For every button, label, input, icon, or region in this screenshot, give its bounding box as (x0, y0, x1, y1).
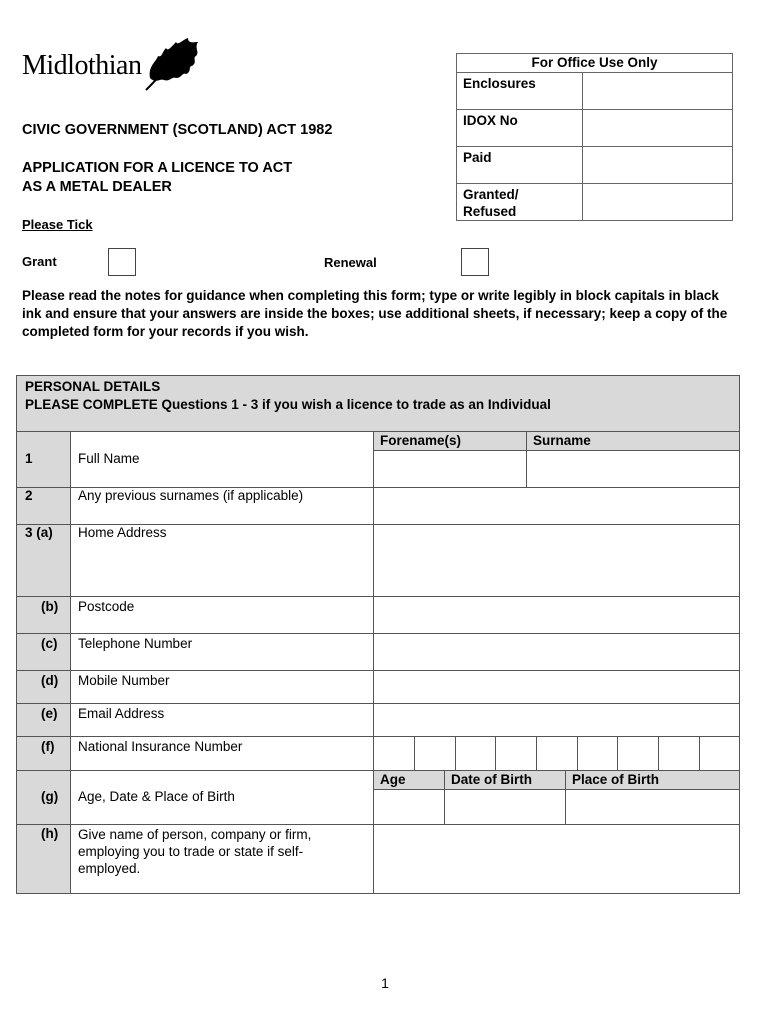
page-number: 1 (381, 975, 389, 991)
surname-field[interactable] (527, 451, 739, 486)
personal-details-section (16, 375, 740, 894)
office-label-paid: Paid (457, 147, 583, 183)
postcode-label: Postcode (78, 599, 135, 614)
national-insurance-label: National Insurance Number (78, 739, 243, 754)
office-use-title: For Office Use Only (457, 54, 732, 73)
office-row-granted (457, 184, 732, 220)
section-title: PERSONAL DETAILS (25, 379, 161, 394)
postcode-field[interactable] (374, 597, 739, 633)
office-label-idox: IDOX No (457, 110, 583, 146)
home-address-label: Home Address (78, 525, 167, 540)
row-number: 3 (a) (25, 525, 53, 540)
row-number: (f) (41, 739, 55, 754)
office-field-idox (583, 110, 732, 146)
office-field-paid (583, 147, 732, 183)
pob-header: Place of Birth (566, 771, 739, 789)
office-row-enclosures (457, 73, 732, 110)
mobile-field[interactable] (374, 671, 739, 703)
age-field[interactable] (374, 790, 444, 824)
previous-surnames-label: Any previous surnames (if applicable) (78, 488, 304, 503)
row-number: (c) (41, 636, 58, 651)
office-label-granted: Granted/ Refused (457, 184, 583, 220)
employer-label: Give name of person, company or firm, employing you to trade or state if self-employed. (78, 827, 312, 876)
office-field-enclosures (583, 73, 732, 109)
oak-leaf-icon (142, 36, 202, 97)
office-row-idox (457, 110, 732, 147)
application-title-line1: APPLICATION FOR A LICENCE TO ACT (22, 160, 293, 176)
forename-field[interactable] (374, 451, 526, 486)
employer-field[interactable] (374, 825, 739, 893)
grant-label: Grant (22, 254, 57, 269)
home-address-field[interactable] (374, 525, 739, 595)
application-title-line2: AS A METAL DEALER (22, 179, 172, 195)
row-number: (b) (41, 599, 59, 614)
surname-header: Surname (527, 432, 739, 450)
dob-field[interactable] (445, 790, 565, 824)
forename-header: Forename(s) (374, 432, 526, 450)
row-number: 2 (25, 488, 33, 503)
row-number: (e) (41, 706, 58, 721)
row-number: 1 (25, 451, 33, 466)
email-field[interactable] (374, 704, 739, 736)
guidance-notes: Please read the notes for guidance when completing this form; type or write legibly in block capitals in black ink and ensure that your answers are inside the boxes; use additional sheets, if necessary; keep a copy of the completed form for your records if you wish. (22, 288, 728, 339)
act-title: CIVIC GOVERNMENT (SCOTLAND) ACT 1982 (22, 122, 333, 138)
national-insurance-field[interactable] (374, 737, 739, 770)
telephone-field[interactable] (374, 634, 739, 669)
please-tick-label: Please Tick (22, 217, 93, 232)
previous-surnames-field[interactable] (374, 488, 739, 523)
renewal-label: Renewal (324, 255, 377, 270)
dob-header: Date of Birth (445, 771, 565, 789)
office-field-granted (583, 184, 732, 220)
row-number: (d) (41, 673, 59, 688)
email-label: Email Address (78, 706, 165, 721)
row-number: (h) (41, 826, 59, 841)
row-number: (g) (41, 789, 59, 804)
office-use-table (456, 53, 733, 221)
mobile-label: Mobile Number (78, 673, 170, 688)
section-header (17, 376, 739, 432)
section-subtitle: PLEASE COMPLETE Questions 1 - 3 if you wish a licence to trade as an Individual (25, 397, 551, 412)
telephone-label: Telephone Number (78, 636, 193, 651)
pob-field[interactable] (566, 790, 739, 824)
office-row-paid (457, 147, 732, 184)
office-label-enclosures: Enclosures (457, 73, 583, 109)
grant-checkbox[interactable] (108, 248, 136, 276)
age-dob-pob-label: Age, Date & Place of Birth (78, 789, 235, 804)
full-name-label: Full Name (78, 451, 140, 466)
renewal-checkbox[interactable] (461, 248, 489, 276)
age-header: Age (374, 771, 444, 789)
logo-text: Midlothian (22, 50, 142, 81)
